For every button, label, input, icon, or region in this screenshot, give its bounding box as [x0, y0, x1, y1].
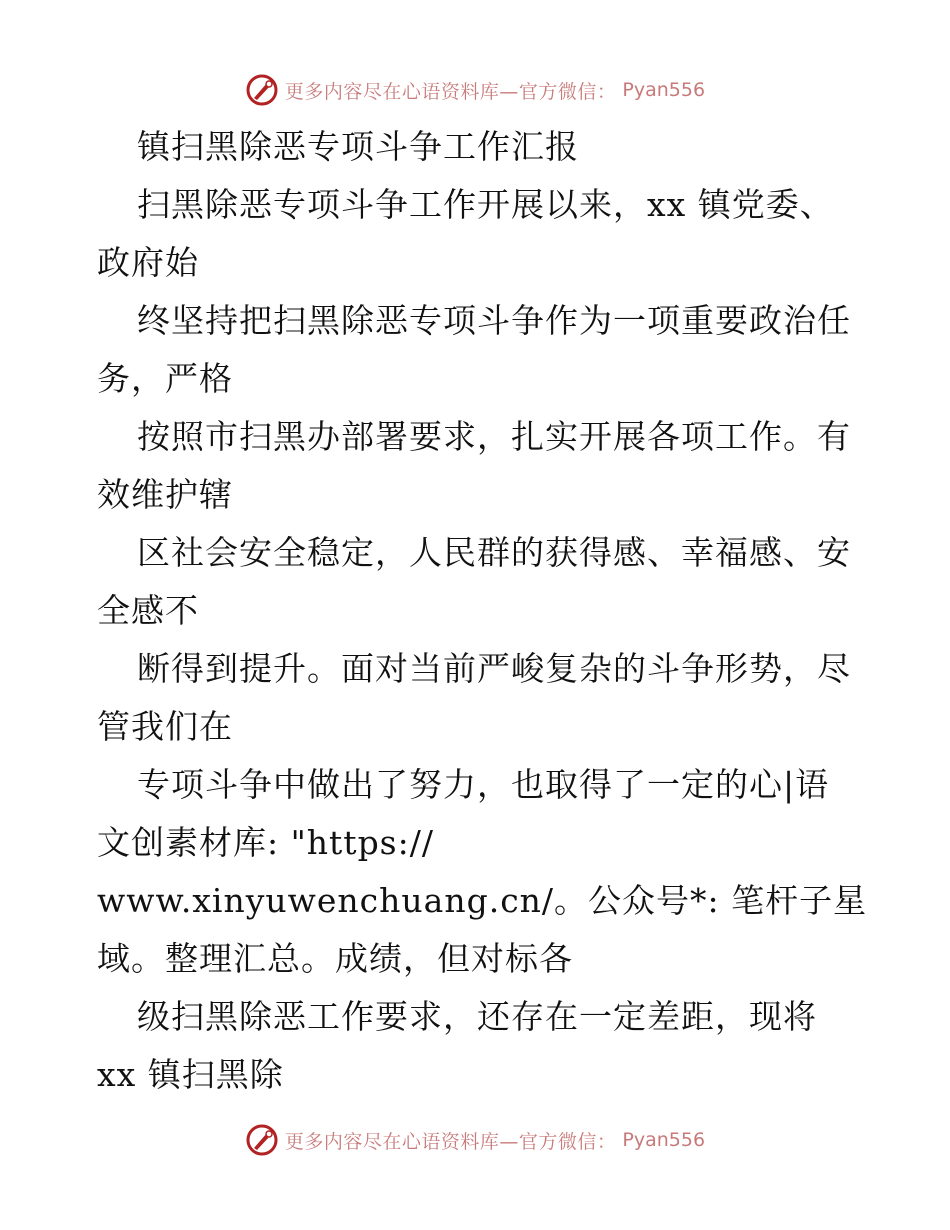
banner-text: 更多内容尽在心语资料库—官方微信：	[284, 1130, 617, 1153]
doc-line: 专项斗争中做出了努力，也取得了一定的心|语	[137, 765, 830, 804]
doc-line: 区社会安全稳定，人民群的获得感、幸福感、安	[137, 533, 851, 572]
doc-line: 终坚持把扫黑除恶专项斗争作为一项重要政治任	[137, 301, 851, 340]
doc-line: 按照市扫黑办部署要求，扎实开展各项工作。有	[137, 417, 851, 456]
doc-line: 断得到提升。面对当前严峻复杂的斗争形势，尽	[137, 649, 851, 688]
doc-line: 政府始	[97, 243, 199, 282]
doc-line: 全感不	[97, 591, 199, 630]
header-watermark-banner	[0, 70, 950, 110]
document-body	[97, 118, 868, 1104]
banner-wechat-id: Pyan556	[622, 1129, 706, 1151]
banner-text: 更多内容尽在心语资料库—官方微信：	[284, 80, 617, 103]
doc-line: 文创素材库: "https://	[97, 823, 434, 862]
doc-line: 务，严格	[97, 359, 233, 398]
doc-line: 管我们在	[97, 707, 233, 746]
pen-logo-icon	[245, 1123, 279, 1157]
doc-line: 域。整理汇总。成绩，但对标各	[97, 939, 573, 978]
doc-line: 效维护辖	[97, 475, 233, 514]
banner-wechat-id: Pyan556	[622, 79, 706, 101]
footer-watermark-banner	[0, 1120, 950, 1160]
doc-line: www.xinyuwenchuang.cn/。公众号*: 笔杆子星	[97, 881, 868, 920]
doc-line: xx 镇扫黑除	[97, 1055, 284, 1094]
doc-title: 镇扫黑除恶专项斗争工作汇报	[137, 127, 579, 166]
doc-line: 扫黑除恶专项斗争工作开展以来，xx 镇党委、	[137, 185, 834, 224]
doc-line: 级扫黑除恶工作要求，还存在一定差距，现将	[137, 997, 817, 1036]
pen-logo-icon	[245, 73, 279, 107]
